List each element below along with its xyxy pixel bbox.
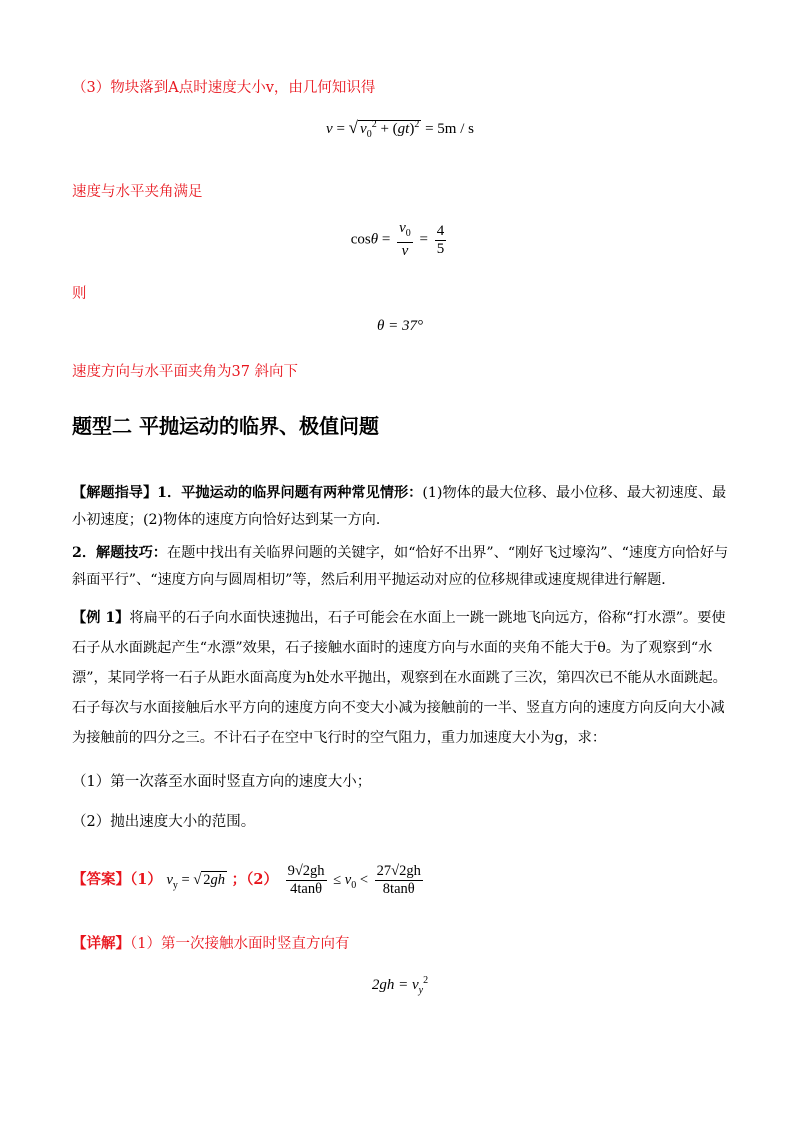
formula-velocity-result: = 5m / s (425, 121, 474, 137)
formula-theta: θ = 37° (377, 318, 423, 334)
cos-frac-num: 4 (436, 222, 445, 239)
detail-line (72, 934, 730, 954)
angle-condition: 速度与水平夹角满足 (72, 184, 203, 200)
answer-frac2-den: 8tanθ (382, 881, 415, 898)
question-2: （2）抛出速度大小的范围。 (72, 814, 256, 830)
detail-label: 【详解】 (72, 935, 130, 952)
guide-text: (1)物体的最大位移、最小位移、最大初速度、最小初速度；(2)物体的速度方向恰好达到某一方向． (72, 485, 727, 528)
example-paragraph (72, 603, 732, 753)
answer-frac1-den: 4tanθ (290, 881, 323, 898)
cos-frac-den: 5 (436, 240, 445, 257)
formula-cos: cosθ = $\frac{v_0}{v}$ = $\frac{4}{5}$ (350, 220, 445, 259)
conclusion: 速度方向与水平面夹角为37 斜向下 (72, 364, 299, 380)
part3-intro: （3）物块落到A点时速度大小v，由几何知识得 (72, 80, 376, 96)
formula-2gh: $2gh = v_y^2$ (371, 975, 429, 996)
then-label: 则 (72, 286, 87, 302)
answer-sep: ；（2） (231, 871, 278, 888)
guide-label: 【解题指导】1．平抛运动的临界问题有两种常见情形： (72, 485, 423, 501)
detail-text: （1）第一次接触水面时竖直方向有 (130, 936, 350, 952)
answer-frac1-num: 9√2gh (287, 863, 325, 880)
answer-label: 【答案】（1） (72, 871, 162, 888)
skill-text: 在题中找出有关临界问题的关键字，如“恰好不出界”、“刚好飞过壕沟”、“速度方向恰好与斜面平行”、“速度方向与圆周相切”等，然后利用平抛运动对应的位移规律或速度规律进行解题． (72, 545, 729, 588)
answer-frac2-num: 27√2gh (376, 863, 421, 880)
example-label: 【例 1】 (72, 610, 130, 626)
guide-paragraph (72, 480, 732, 534)
question-1: （1）第一次落至水面时竖直方向的速度大小； (72, 774, 372, 790)
formula-2gh-text: 2gh = v (371, 977, 419, 993)
answer-1-formula: $v_y$ = √ 2gh (166, 872, 226, 891)
section-title: 题型二 平抛运动的临界、极值问题 (72, 414, 379, 438)
skill-paragraph (72, 540, 732, 594)
skill-label: 2．解题技巧： (72, 545, 167, 561)
answer-2-formula: $\frac{9√2gh}{4\tan\theta}$ ≤ $v_0$ < $\frac{27√2gh}{8\tan\theta}$ (287, 863, 421, 898)
answer-line (72, 860, 730, 906)
example-text: 将扁平的石子向水面快速抛出，石子可能会在水面上一跳一跳地飞向远方，俗称“打水漂”。要使石子从水面跳起产生“水漂”效果，石子接触水面时的速度方向与水面的夹角不能大于θ。为了观察到“水漂”，某同学将一石子从距水面高度为h处水平抛出，观察到在水面跳了三次，第四次已不能从水面跳起。石子每次与水面接触后水平方向的速度方向不变大小减为接触前的一半、竖直方向的速度方向反向大小减为接触前的四分之三。不计石子在空中飞行时的空气阻力，重力加速度大小为g，求： (72, 610, 727, 746)
formula-velocity: v = √ $v_0^2 + (gt)^2 = 5m / s$ (326, 118, 474, 140)
